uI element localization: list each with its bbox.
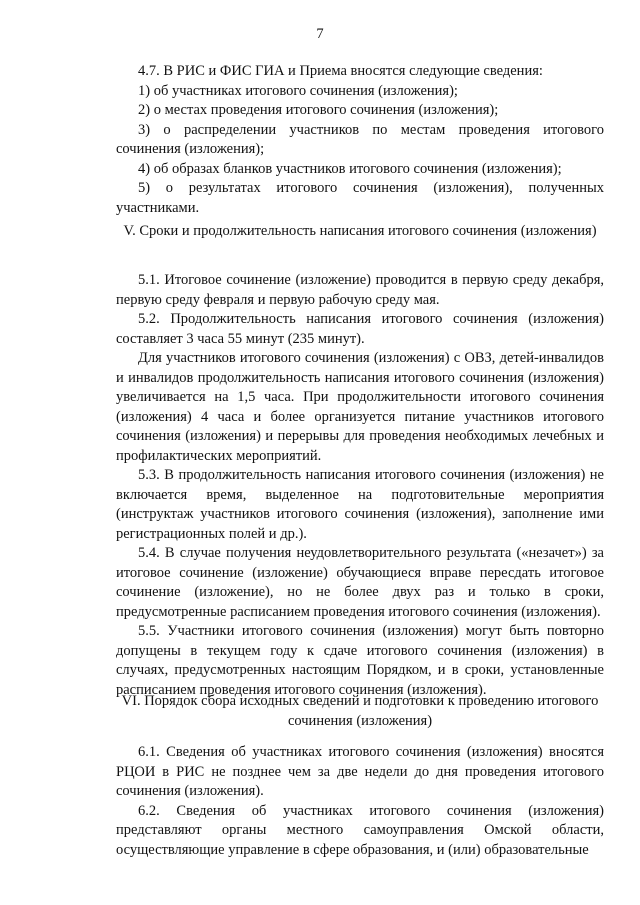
section-5-body <box>116 271 604 700</box>
paragraph-5-4: 5.4. В случае получения неудовлетворительного результата («незачет») за итоговое сочинение (изложение) обучающиеся вправе пересдать итоговое сочинение (изложение), но не более двух раз и только в сроки, предусмотренные расписанием проведения итогового сочинения (изложения). <box>116 545 604 620</box>
paragraph-5-2-ovz: Для участников итогового сочинения (изложения) с ОВЗ, детей-инвалидов и инвалидов продолжительность написания итогового сочинения (изложения) увеличивается на 1,5 часа. При продолжительности итогового сочинения (изложения) 4 часа и более организуется питание участников итогового сочинения (изложения) и перерывы для проведения необходимых лечебных и профилактических мероприятий. <box>116 350 604 464</box>
list-item: 1) об участниках итогового сочинения (изложения); <box>138 82 458 99</box>
paragraph-5-2: 5.2. Продолжительность написания итогового сочинения (изложения) составляет 3 часа 55 минут (235 минут). <box>116 311 604 347</box>
list-item: 3) о распределении участников по местам проведения итогового сочинения (изложения); <box>116 121 604 157</box>
paragraph-5-5: 5.5. Участники итогового сочинения (изложения) могут быть повторно допущены в текущем году к сдаче итогового сочинения (изложения) в случаях, предусмотренных настоящим Порядком, и в сроки, установленные расписанием проведения итогового сочинения (изложения). <box>116 623 604 698</box>
list-item: 4) об образах бланков участников итогового сочинения (изложения); <box>138 160 562 177</box>
section-4-7 <box>116 62 604 218</box>
paragraph-6-2: 6.2. Сведения об участниках итогового сочинения (изложения) представляют органы местного самоуправления Омской области, осуществляющие управление в сфере образования, и (или) образовательные <box>116 802 604 858</box>
section-6-body <box>116 743 604 860</box>
paragraph-6-1: 6.1. Сведения об участниках итогового сочинения (изложения) вносятся РЦОИ в РИС не позднее чем за две недели до дня проведения итогового сочинения (изложения). <box>116 744 604 799</box>
list-item: 5) о результатах итогового сочинения (изложения), полученных участниками. <box>116 180 604 216</box>
section-4-7-intro: 4.7. В РИС и ФИС ГИА и Приема вносятся следующие сведения: <box>138 63 543 79</box>
page-number: 7 <box>316 26 324 42</box>
paragraph-5-3: 5.3. В продолжительность написания итогового сочинения (изложения) не включается время, выделенное на подготовительные мероприятия (инструктаж участников итогового сочинения (изложения), заполнение ими регистрационных полей и др.). <box>116 467 604 542</box>
section-6-heading: VI. Порядок сбора исходных сведений и подготовки к проведению итогового сочинения (изложения) <box>121 693 599 729</box>
section-5-heading: V. Сроки и продолжительность написания итогового сочинения (изложения) <box>123 223 597 239</box>
paragraph-5-1: 5.1. Итоговое сочинение (изложение) проводится в первую среду декабря, первую среду февраля и первую рабочую среду мая. <box>116 272 604 308</box>
list-item: 2) о местах проведения итогового сочинения (изложения); <box>138 102 499 118</box>
